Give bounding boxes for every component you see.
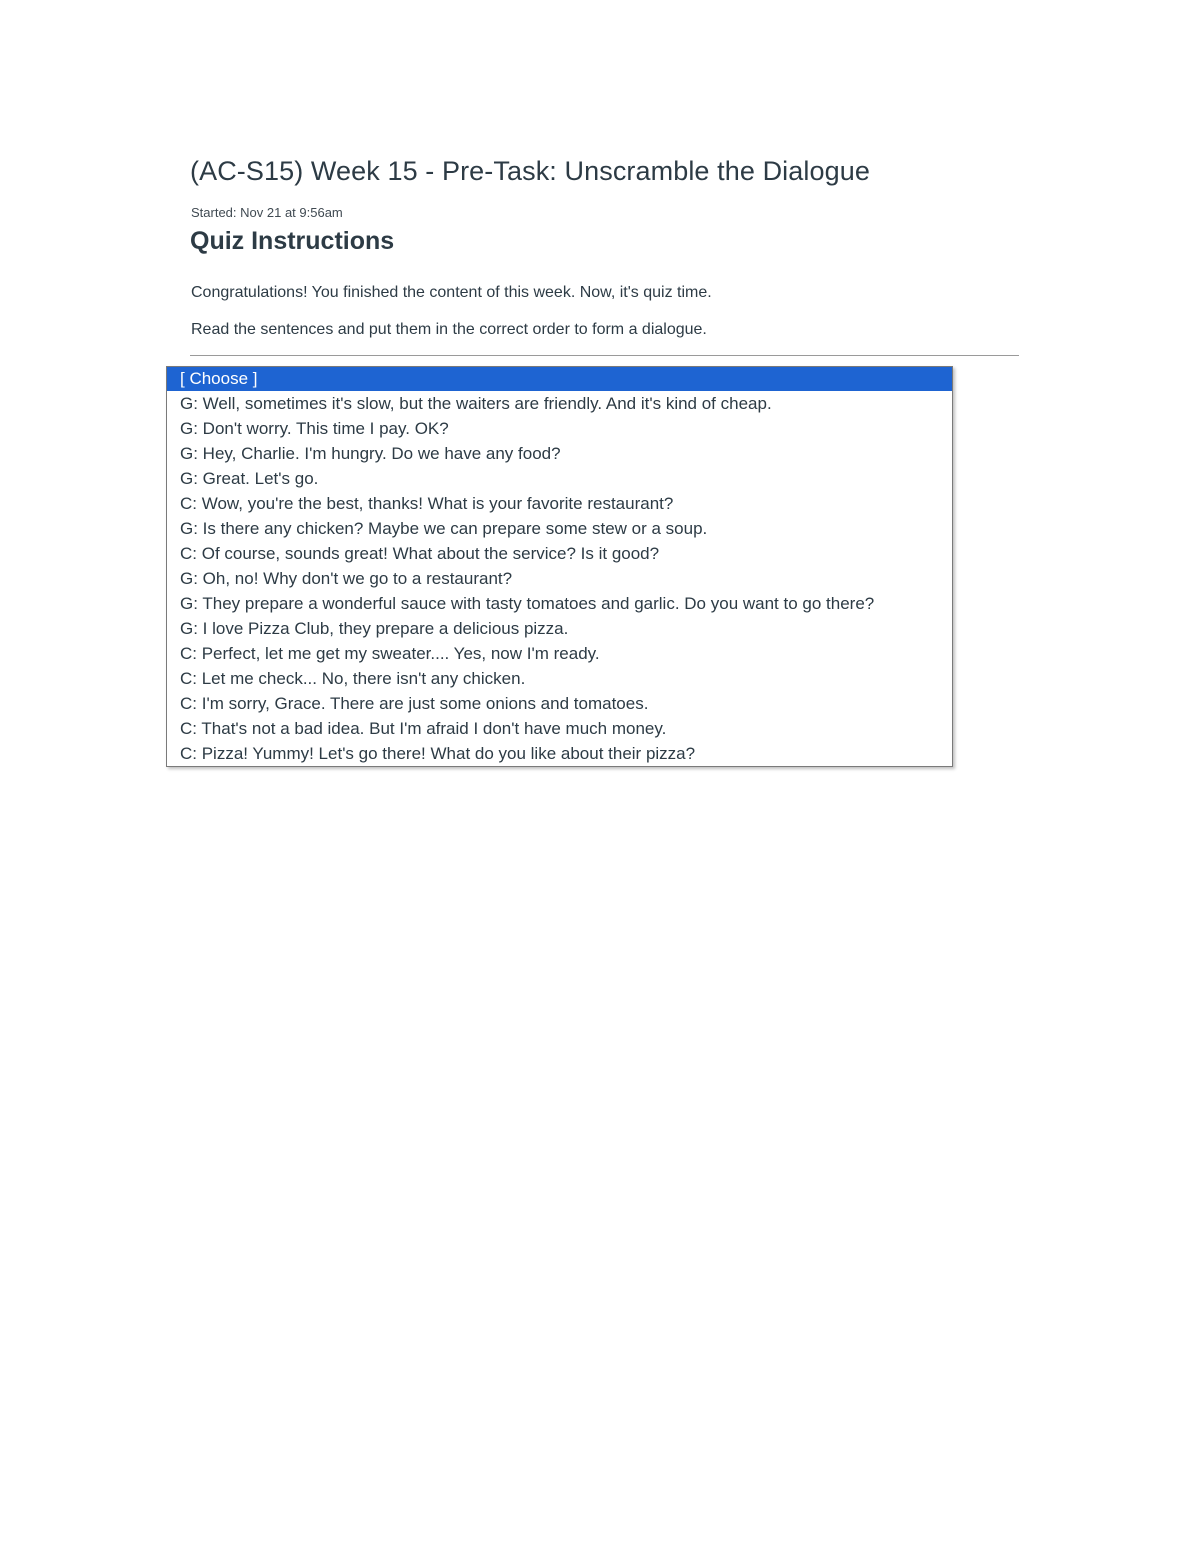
dropdown-option[interactable]: G: They prepare a wonderful sauce with tasty tomatoes and garlic. Do you want to go there? [180, 594, 875, 613]
quiz-instructions-heading: Quiz Instructions [190, 227, 395, 255]
instruction-text-1: Congratulations! You finished the content of this week. Now, it's quiz time. [191, 284, 712, 301]
dropdown-option[interactable]: G: Well, sometimes it's slow, but the waiters are friendly. And it's kind of cheap. [180, 394, 772, 413]
dropdown-option[interactable]: C: I'm sorry, Grace. There are just some onions and tomatoes. [180, 694, 649, 713]
answer-dropdown-list[interactable] [166, 366, 953, 767]
dropdown-option-choose[interactable]: [ Choose ] [167, 367, 952, 391]
dropdown-option[interactable]: G: Don't worry. This time I pay. OK? [180, 419, 449, 438]
page-title: (AC-S15) Week 15 - Pre-Task: Unscramble the Dialogue [190, 156, 870, 186]
dropdown-option[interactable]: G: Is there any chicken? Maybe we can prepare some stew or a soup. [180, 519, 708, 538]
dropdown-option[interactable]: C: Let me check... No, there isn't any chicken. [180, 669, 526, 688]
dropdown-option[interactable]: G: I love Pizza Club, they prepare a delicious pizza. [180, 619, 569, 638]
dropdown-option[interactable]: G: Oh, no! Why don't we go to a restaurant? [180, 569, 513, 588]
instruction-text-2: Read the sentences and put them in the correct order to form a dialogue. [191, 321, 707, 338]
dropdown-option[interactable]: C: Pizza! Yummy! Let's go there! What do you like about their pizza? [180, 744, 696, 763]
dropdown-option[interactable]: G: Hey, Charlie. I'm hungry. Do we have any food? [180, 444, 561, 463]
divider [190, 355, 1019, 356]
dropdown-option[interactable]: C: Perfect, let me get my sweater.... Yes, now I'm ready. [180, 644, 600, 663]
dropdown-option[interactable]: C: That's not a bad idea. But I'm afraid I don't have much money. [180, 719, 667, 738]
dropdown-option[interactable]: C: Of course, sounds great! What about the service? Is it good? [180, 544, 660, 563]
dropdown-option[interactable]: C: Wow, you're the best, thanks! What is your favorite restaurant? [180, 494, 674, 513]
started-timestamp: Started: Nov 21 at 9:56am [191, 205, 343, 220]
dropdown-option[interactable]: G: Great. Let's go. [180, 469, 319, 488]
